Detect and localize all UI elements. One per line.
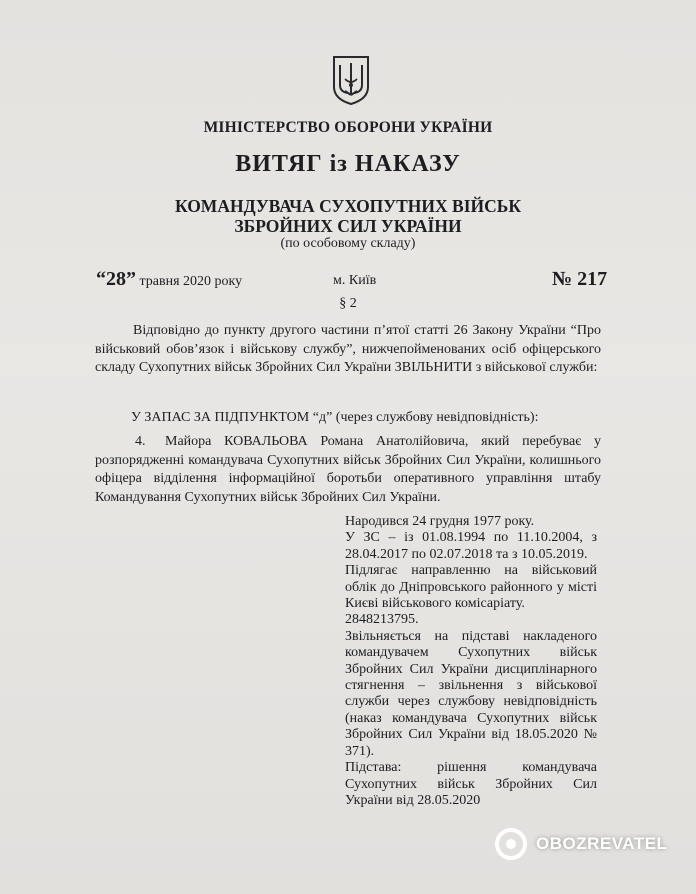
intro-text: Відповідно до пункту другого частини п’ятої статті 26 Закону України “Про військовий обов’язок і військову службу”, нижчепойменованих осіб офіцерського складу Сухопутних військ Збройних Сил України ЗВІЛЬНИТИ з військової служби:: [95, 323, 601, 375]
item-text: Майора КОВАЛЬОВА Романа Анатолійовича, який перебуває у розпорядженні командувача Сухопутних військ Збройних Сил України, колишнього офіцера відділення інформаційної боротьби оперативного управління штабу Командування Сухопутних військ Збройних Сил України.: [95, 434, 601, 505]
commander-heading-line-1: КОМАНДУВАЧА СУХОПУТНИХ ВІЙСЬК: [174, 196, 522, 216]
dismissal-grounds: Звільняється на підставі накладеного командувачем Сухопутних військ Збройних Сил України дисциплінарного стягнення – звільнення з військової служби через службову невідповідність (наказ командувача Сухопутних військ Збройних Сил України від 18.05.2020 № 371).: [345, 628, 597, 759]
item-number: 4.: [135, 434, 146, 449]
trident-coat-of-arms-icon: [331, 55, 371, 105]
obozrevatel-logo-icon: [494, 827, 528, 861]
document-title: ВИТЯГ із НАКАЗУ: [235, 151, 461, 177]
birth-date: Народився 24 грудня 1977 року.: [345, 514, 535, 529]
order-item: [95, 433, 601, 507]
military-registration: Підлягає направленню на військовий облік до Дніпровського районного у місті Києві військового комісаріату.: [345, 563, 597, 612]
intro-paragraph: [95, 322, 601, 378]
personal-details: [345, 514, 597, 809]
reserve-heading: У ЗАПАС ЗА ПІДПУНКТОМ “д” (через службову невідповідність):: [131, 410, 539, 425]
order-number: № 217: [552, 268, 608, 290]
order-date: [96, 268, 242, 291]
order-city: м. Київ: [333, 273, 377, 288]
order-basis: Підстава: рішення командувача Сухопутних військ Збройних Сил України від 28.05.2020: [345, 760, 597, 808]
order-month-year: травня 2020 року: [139, 274, 243, 289]
ministry-heading: МІНІСТЕРСТВО ОБОРОНИ УКРАЇНИ: [203, 119, 493, 136]
service-periods: У ЗС – із 01.08.1994 по 11.10.2004, з 28.04.2017 по 02.07.2018 та з 10.05.2019.: [345, 530, 597, 562]
watermark-text: OBOZREVATEL: [536, 834, 668, 853]
commander-heading-line-2: ЗБРОЙНИХ СИЛ УКРАЇНИ: [234, 216, 462, 236]
section-marker: § 2: [339, 296, 357, 311]
order-day: “28”: [96, 268, 136, 290]
personnel-subtitle: (по особовому складу): [280, 236, 416, 251]
identification-code: 2848213795.: [345, 612, 419, 628]
obozrevatel-watermark: [494, 826, 667, 862]
